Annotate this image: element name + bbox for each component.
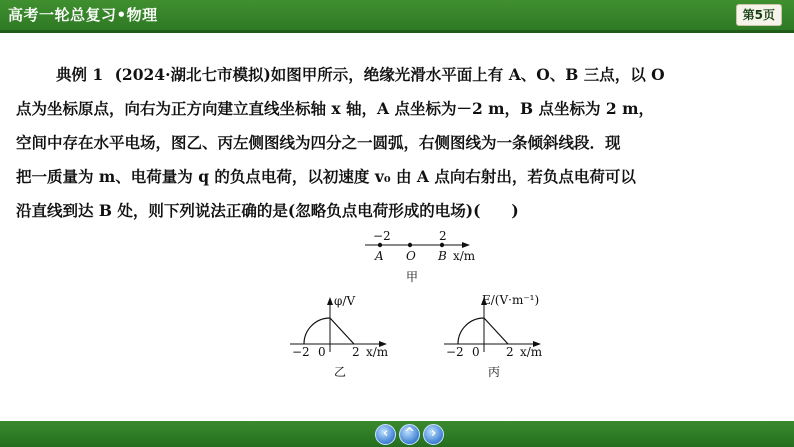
x-axis-label: x/m bbox=[366, 345, 389, 359]
figure-jia bbox=[360, 228, 500, 286]
x-tick-0: 0 bbox=[318, 345, 326, 359]
slope-line bbox=[484, 318, 508, 344]
tick-label-left: −2 bbox=[373, 229, 391, 243]
problem-line-1 bbox=[16, 58, 780, 92]
figure-bing bbox=[436, 292, 560, 380]
prev-page-button[interactable]: ‹ bbox=[375, 424, 396, 445]
example-label: 典例 1 bbox=[56, 65, 104, 84]
problem-line-4: 把一质量为 m、电荷量为 q 的负点电荷，以初速度 v₀ 由 A 点向右射出，若负点电荷可以 bbox=[16, 167, 636, 186]
arc-curve bbox=[304, 318, 330, 344]
point-b-label: B bbox=[438, 249, 447, 263]
problem-line-3: 空间中存在水平电场，图乙、丙左侧图线为四分之一圆弧，右侧图线为一条倾斜线段．现 bbox=[16, 133, 621, 152]
point-o-dot bbox=[408, 243, 412, 247]
point-a-dot bbox=[378, 243, 382, 247]
course-title: 高考一轮总复习•物理 bbox=[8, 6, 158, 24]
axis-arrow bbox=[462, 242, 470, 248]
caption-bing: 丙 bbox=[488, 365, 501, 379]
y-axis-label: φ/V bbox=[334, 294, 356, 308]
next-page-button[interactable]: › bbox=[423, 424, 444, 445]
problem-line-2: 点为坐标原点，向右为正方向建立直线坐标轴 x 轴，A 点坐标为－2 m，B 点坐标为 2 m， bbox=[16, 99, 655, 118]
arc-curve bbox=[458, 318, 484, 344]
header-bar bbox=[0, 0, 794, 33]
x-axis-label: x/m bbox=[520, 345, 543, 359]
point-o-label: O bbox=[406, 249, 416, 263]
x-tick-neg2: −2 bbox=[292, 345, 310, 359]
point-a-label: A bbox=[375, 249, 384, 263]
footer-bar bbox=[0, 421, 794, 447]
axis-unit-label: x/m bbox=[453, 249, 476, 263]
caption-jia: 甲 bbox=[406, 270, 419, 284]
problem-text bbox=[16, 58, 780, 228]
caption-yi: 乙 bbox=[334, 365, 347, 379]
slope-line bbox=[330, 318, 354, 344]
figure-yi bbox=[282, 292, 402, 380]
x-tick-neg2: −2 bbox=[446, 345, 464, 359]
x-tick-2: 2 bbox=[352, 345, 360, 359]
home-button[interactable]: ^ bbox=[399, 424, 420, 445]
page-number-badge: 第5页 bbox=[736, 4, 782, 26]
point-b-dot bbox=[440, 243, 444, 247]
x-tick-2: 2 bbox=[506, 345, 514, 359]
y-axis-arrow bbox=[327, 297, 333, 305]
tick-label-right: 2 bbox=[439, 229, 447, 243]
y-axis-label: E/(V·m⁻¹) bbox=[482, 293, 540, 307]
problem-line-5: 沿直线到达 B 处，则下列说法正确的是(忽略负点电荷形成的电场)( ) bbox=[16, 201, 519, 220]
x-tick-0: 0 bbox=[472, 345, 480, 359]
problem-line-1-text: (2024·湖北七市模拟)如图甲所示，绝缘光滑水平面上有 A、O、B 三点，以 O bbox=[114, 65, 665, 84]
